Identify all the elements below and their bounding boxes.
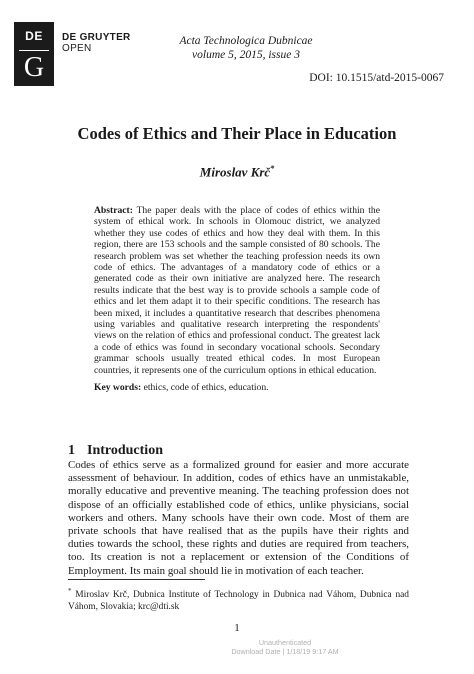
footnote-rule — [68, 579, 205, 580]
journal-name: Acta Technologica Dubnicae — [179, 35, 313, 47]
publisher-name: DE GRUYTER — [62, 32, 131, 43]
logo-bottom-text: G — [23, 52, 45, 83]
paper-title: Codes of Ethics and Their Place in Education — [77, 124, 397, 143]
section-heading — [68, 443, 163, 459]
publisher-logo — [14, 22, 54, 86]
journal-volume: volume 5, 2015, issue 3 — [192, 49, 300, 61]
page-number: 1 — [234, 622, 240, 634]
section-number: 1 — [68, 443, 75, 458]
keywords-text: ethics, code of ethics, education. — [143, 382, 269, 393]
download-watermark — [210, 638, 360, 656]
footnote — [68, 585, 409, 613]
abstract-text: The paper deals with the place of codes of ethics within the system of ethical work. In schools in Olomouc district, we analyzed whether they use codes of ethics and how they deal with them. In this region, there are 153 schools and the sample consisted of 80 schools. The research problem was set whether the teaching profession needs its own code of ethics. The advantages of a mandatory code of ethics or a generated code as their own initiative are analyzed here. The research results indicate that the best way is to provide schools a sample code of ethics and let them adapt it to their specific conditions. The research has been mixed, it includes a quantitative research that describes phenomena using variables and qualitative research interpreting the respondents' views on the relation of ethics and professional conduct. The greatest lack a code of ethics was found in secondary vocational schools. Secondary grammar schools usually treated ethical codes. In most European countries, it represents one of the curriculum options in ethical education. — [94, 205, 380, 376]
doi: DOI: 10.1515/atd-2015-0067 — [309, 72, 444, 84]
watermark-line1: Unauthenticated — [258, 638, 312, 647]
section-title: Introduction — [87, 443, 163, 458]
abstract-label: Abstract: — [94, 205, 133, 216]
author-marker: * — [270, 164, 275, 173]
journal-info — [166, 34, 326, 62]
section-body: Codes of ethics serve as a formalized ground for easier and more accurate assessment of behaviour. In addition, codes of ethics have an unmistakable, morally educative and preventive meaning. The teaching profession does not dispose of an officially established code of ethics, unlike physicians, social workers and others. Many schools have their own code. Most of them are private schools that have realised that as the pupils have their rights and duties towards the school, these rights and duties are required from teachers, too. Its creation is not a replacement or extension of the Conditions of Employment. Its main goal should lie in motivation of each teacher. — [68, 459, 409, 577]
footnote-marker: * — [68, 587, 72, 595]
publisher-subname: OPEN — [62, 43, 92, 54]
abstract — [94, 205, 380, 376]
footnote-text: Miroslav Krč, Dubnica Institute of Technology in Dubnica nad Váhom, Dubnica nad Váhom, Slovakia; krc@dti.sk — [68, 590, 409, 613]
logo-divider — [19, 50, 49, 51]
author — [0, 164, 474, 180]
logo-top-text: DE — [25, 29, 43, 43]
keywords — [94, 382, 380, 393]
author-name: Miroslav Krč — [199, 164, 271, 180]
keywords-label: Key words: — [94, 382, 142, 393]
watermark-line2: Download Date | 1/18/19 9:17 AM — [231, 647, 339, 656]
